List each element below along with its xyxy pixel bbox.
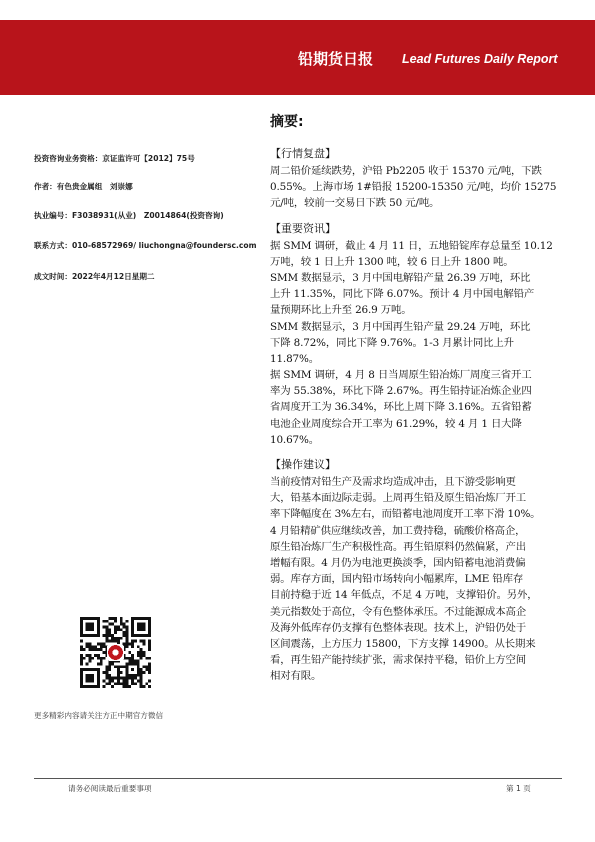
paragraph-line: 及海外低库存仍支撑有色整体表现。技术上，沪铅仍处于 — [270, 621, 527, 634]
header-banner — [0, 20, 595, 95]
paragraph-line: 增幅有限。4 月仍为电池更换淡季，国内铅蓄电池消费偏 — [270, 556, 526, 569]
section-heading: 【行情复盘】 — [270, 147, 336, 160]
paragraph-line: 10.67%。 — [270, 433, 319, 446]
abstract-title: 摘要: — [270, 114, 304, 130]
paragraph-line: 率为 55.38%，环比下降 2.67%。再生铅持证冶炼企业四 — [270, 385, 532, 398]
paragraph-line: 省周度开工为 36.34%，环比上周下降 3.16%。五省铅蓄 — [270, 401, 532, 414]
section-0 — [270, 146, 564, 212]
paragraph-line: 区间震荡，上方压力 15800，下方支撑 14900。从长期来 — [270, 637, 536, 650]
date-line: 成文时间：2022年4月12日星期二 — [34, 272, 155, 281]
paragraph-line: 上升 11.35%，同比下降 6.07%。预计 4 月中国电解铅产 — [270, 288, 535, 301]
paragraph-line: SMM 数据显示，3 月中国电解铅产量 26.39 万吨，环比 — [270, 271, 531, 284]
paragraph-line: 目前持稳于近 14 年低点，不足 4 万吨，支撑铅价。另外， — [270, 589, 538, 602]
paragraph-line: 原生铅冶炼厂生产积极性高。再生铅原料仍然偏紧，产出 — [270, 540, 527, 553]
report-title-cn: 铅期货日报 — [298, 50, 374, 68]
paragraph-line: 据 SMM 调研，截止 4 月 11 日，五地铅锭库存总量至 10.12 — [270, 239, 553, 252]
footer-notice: 请务必阅读最后重要事项 — [68, 784, 152, 793]
qr-caption: 更多精彩内容请关注方正中期官方微信 — [34, 711, 164, 720]
section-heading: 【重要资讯】 — [270, 221, 336, 235]
paragraph-line: 相对有限。 — [270, 670, 322, 683]
paragraph-line: 率下降幅度在 3%左右，而铅蓄电池周度开工率下滑 10%。 — [270, 508, 541, 521]
abstract-body — [270, 146, 564, 693]
paragraph-line: 美元指数处于高位，令有色整体承压。不过能源成本高企 — [270, 605, 527, 618]
paragraph-line: 弱。库存方面，国内铅市场转向小幅累库，LME 铅库存 — [270, 573, 524, 586]
qualification-line: 投资咨询业务资格：京证监许可【2012】75号 — [34, 154, 195, 163]
author-line: 作者：有色贵金属组 刘崇娜 — [34, 182, 133, 191]
paragraph-line: 看，再生铅产能持续扩张，需求保持平稳，铅价上方空间 — [270, 654, 527, 667]
paragraph-line: 万吨，较 1 日上升 1300 吨，较 6 日上升 1800 吨。 — [270, 255, 514, 268]
license-line: 执业编号：F3038931(从业) Z0014864(投资咨询) — [34, 211, 224, 220]
paragraph-line: 量预期环比上升至 26.9 万吨。 — [270, 304, 412, 317]
footer-divider — [34, 778, 562, 779]
paragraph-line: 11.87%。 — [270, 352, 319, 365]
paragraph-line: 0.55%。上海市场 1#铅报 15200-15350 元/吨，均价 15275 — [270, 181, 557, 194]
report-title-en: Lead Futures Daily Report — [402, 52, 558, 66]
paragraph-line: 电池企业周度综合开工率为 61.29%，较 4 月 1 日大降 — [270, 417, 522, 430]
paragraph-line: 大，铅基本面边际走弱。上周再生铅及原生铅冶炼厂开工 — [270, 492, 527, 505]
section-heading: 【操作建议】 — [270, 458, 336, 471]
paragraph-line: 当前疫情对铅生产及需求均造成冲击，且下游受影响更 — [270, 476, 516, 488]
paragraph-line: 据 SMM 调研，4 月 8 日当周原生铅冶炼厂周度三省开工 — [270, 369, 532, 382]
section-2 — [270, 457, 564, 684]
qr-code-icon — [80, 617, 151, 688]
page-number: 第 1 页 — [506, 784, 531, 793]
contact-line: 联系方式：010-68572969/ liuchongna@foundersc.com — [34, 241, 257, 250]
paragraph-line: SMM 数据显示，3 月中国再生铅产量 29.24 万吨，环比 — [270, 320, 531, 333]
section-1 — [270, 221, 564, 448]
paragraph-line: 4 月铅精矿供应继续改善，加工费持稳，硫酸价格高企， — [270, 524, 526, 537]
paragraph-line: 下降 8.72%，同比下降 9.76%。1-3 月累计同比上升 — [270, 336, 514, 349]
paragraph-line: 元/吨，较前一交易日下跌 50 元/吨。 — [270, 197, 440, 210]
paragraph-line: 周二铅价延续跌势，沪铅 Pb2205 收于 15370 元/吨，下跌 — [270, 165, 542, 177]
